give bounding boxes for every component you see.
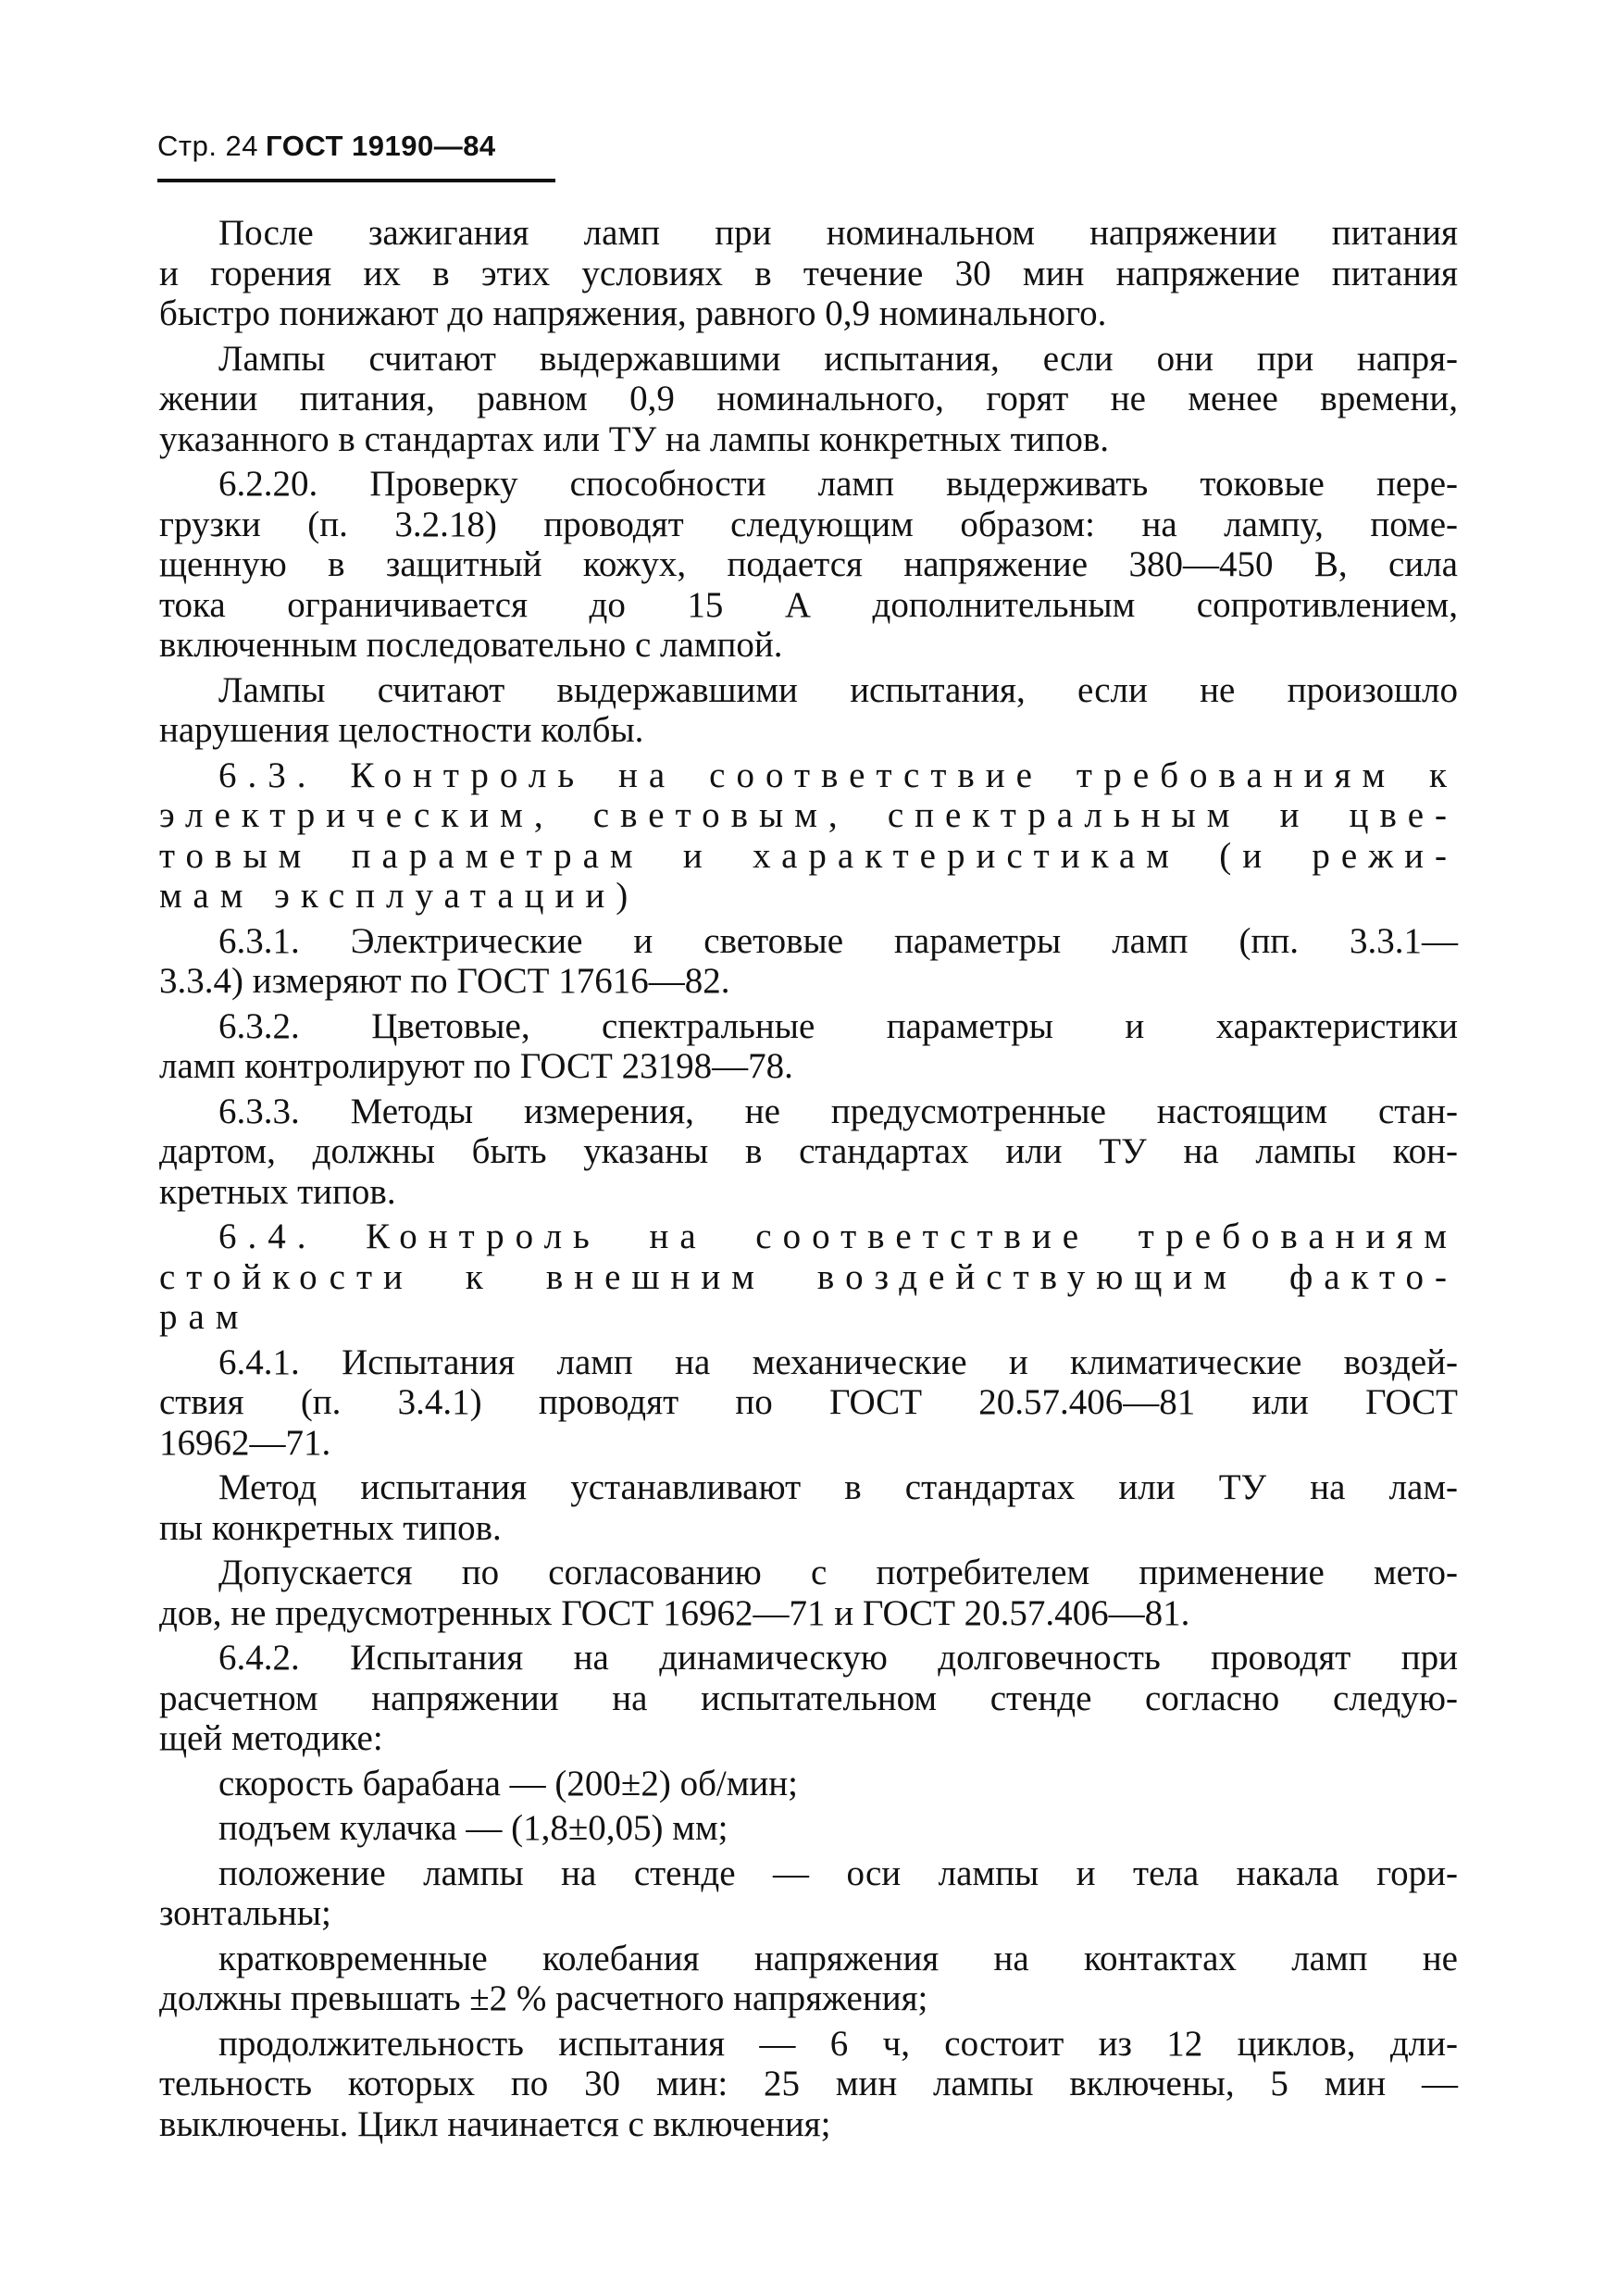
paragraph: [159, 213, 1458, 254]
text-line: 16962—71.: [159, 1422, 331, 1463]
text-line: указанного в стандартах или ТУ на лампы конкретных типов.: [159, 418, 1110, 459]
text-line: 6.4. Контроль на соответствие требованиям: [218, 1217, 1458, 1256]
paragraph: [159, 795, 1458, 917]
text-line: 6.3.3. Методы измерения, не предусмотренные настоящим стан-: [218, 1091, 1458, 1131]
text-line: электрическим, световым, спектральным и цве-: [159, 795, 1458, 835]
paragraph: [159, 1553, 1458, 1593]
page-header: [157, 130, 496, 163]
text-line: щенную в защитный кожух, подается напряжение 380—450 В, сила: [159, 544, 1458, 584]
text-line: ламп контролируют по ГОСТ 23198—78.: [159, 1046, 793, 1086]
text-line: дов, не предусмотренных ГОСТ 16962—71 и ГОСТ 20.57.406—81.: [159, 1592, 1190, 1633]
text-line: выключены. Цикл начинается с включения;: [159, 2103, 831, 2144]
text-line: 6.3.2. Цветовые, спектральные параметры и характеристики: [218, 1005, 1458, 1046]
text-line: 6.4.1. Испытания ламп на механические и климатические воздей-: [218, 1341, 1458, 1382]
text-line: скорость барабана — (200±2) об/мин;: [218, 1763, 798, 1803]
paragraph: [159, 1978, 1458, 2019]
paragraph: [159, 1764, 1458, 1804]
text-line: быстро понижают до напряжения, равного 0,9 номинального.: [159, 293, 1107, 333]
text-line: кратковременные колебания напряжения на контактах ламп не: [218, 1938, 1458, 1978]
paragraph: [159, 1046, 1458, 1087]
paragraph: [159, 1593, 1458, 1634]
standard-number: ГОСТ 19190—84: [266, 130, 496, 162]
paragraph: [159, 1853, 1458, 1894]
text-line: должны превышать ±2 % расчетного напряжения;: [159, 1978, 928, 2018]
paragraph: [159, 2064, 1458, 2144]
header-rule: [157, 179, 555, 182]
document-body: [159, 213, 1458, 2144]
text-line: ствия (п. 3.4.1) проводят по ГОСТ 20.57.406—81 или ГОСТ: [159, 1382, 1458, 1422]
text-line: мам эксплуатации): [159, 876, 640, 916]
text-line: рам: [159, 1297, 250, 1337]
text-line: расчетном напряжении на испытательном стенде согласно следую-: [159, 1678, 1458, 1718]
paragraph: [159, 1939, 1458, 1979]
text-line: 3.3.4) измеряют по ГОСТ 17616—82.: [159, 961, 730, 1001]
paragraph: [159, 1808, 1458, 1849]
text-line: жении питания, равном 0,9 номинального, горят не менее времени,: [159, 379, 1458, 418]
text-line: Лампы считают выдержавшими испытания, если не произошло: [218, 669, 1458, 710]
paragraph: [159, 1893, 1458, 1934]
paragraph: [159, 379, 1458, 459]
paragraph: [159, 505, 1458, 666]
text-line: 6.4.2. Испытания на динамическую долговечность проводят при: [218, 1638, 1458, 1678]
text-line: положение лампы на стенде — оси лампы и тела накала гори-: [218, 1853, 1458, 1893]
paragraph: [159, 1131, 1458, 1212]
text-line: товым параметрам и характеристикам (и режи-: [159, 835, 1458, 876]
paragraph: [159, 670, 1458, 711]
text-line: Допускается по согласованию с потребителем применение мето-: [218, 1553, 1458, 1592]
paragraph: [159, 254, 1458, 334]
paragraph: [159, 1508, 1458, 1549]
text-line: дартом, должны быть указаны в стандартах или ТУ на лампы кон-: [159, 1131, 1458, 1171]
paragraph: [159, 961, 1458, 1002]
text-line: зонтальны;: [159, 1893, 331, 1933]
paragraph: [159, 710, 1458, 751]
paragraph: [159, 1092, 1458, 1132]
text-line: щей методике:: [159, 1718, 383, 1758]
paragraph: [159, 2024, 1458, 2065]
paragraph: [159, 1257, 1458, 1338]
text-line: и горения их в этих условиях в течение 30 мин напряжение питания: [159, 253, 1458, 293]
paragraph: [159, 1678, 1458, 1759]
paragraph: [159, 339, 1458, 380]
text-line: тельность которых по 30 мин: 25 мин лампы включены, 5 мин —: [159, 2064, 1458, 2103]
text-line: После зажигания ламп при номинальном напряжении питания: [218, 213, 1458, 253]
text-line: 6.2.20. Проверку способности ламп выдерживать токовые пере-: [218, 464, 1458, 504]
text-line: грузки (п. 3.2.18) проводят следующим образом: на лампу, поме-: [159, 504, 1458, 544]
paragraph: [159, 921, 1458, 962]
text-line: включенным последовательно с лампой.: [159, 625, 783, 665]
paragraph: [159, 1467, 1458, 1508]
text-line: продолжительность испытания — 6 ч, состоит из 12 циклов, дли-: [218, 2023, 1458, 2064]
text-line: подъем кулачка — (1,8±0,05) мм;: [218, 1808, 728, 1848]
text-line: тока ограничивается до 15 А дополнительным сопротивлением,: [159, 584, 1458, 625]
paragraph: [159, 1217, 1458, 1257]
paragraph: [159, 1638, 1458, 1678]
text-line: Метод испытания устанавливают в стандартах или ТУ на лам-: [218, 1467, 1458, 1507]
text-line: 6.3. Контроль на соответствие требованиям к: [218, 755, 1458, 795]
paragraph: [159, 1006, 1458, 1047]
paragraph: [159, 464, 1458, 505]
text-line: нарушения целостности колбы.: [159, 710, 644, 750]
paragraph: [159, 1342, 1458, 1383]
text-line: Лампы считают выдержавшими испытания, если они при напря-: [218, 338, 1458, 379]
text-line: 6.3.1. Электрические и световые параметры ламп (пп. 3.3.1—: [218, 920, 1458, 961]
text-line: пы конкретных типов.: [159, 1507, 502, 1548]
paragraph: [159, 755, 1458, 796]
paragraph: [159, 1382, 1458, 1463]
page-label: Стр. 24: [157, 130, 259, 162]
text-line: стойкости к внешним воздействующим факто-: [159, 1256, 1458, 1297]
text-line: кретных типов.: [159, 1171, 396, 1212]
